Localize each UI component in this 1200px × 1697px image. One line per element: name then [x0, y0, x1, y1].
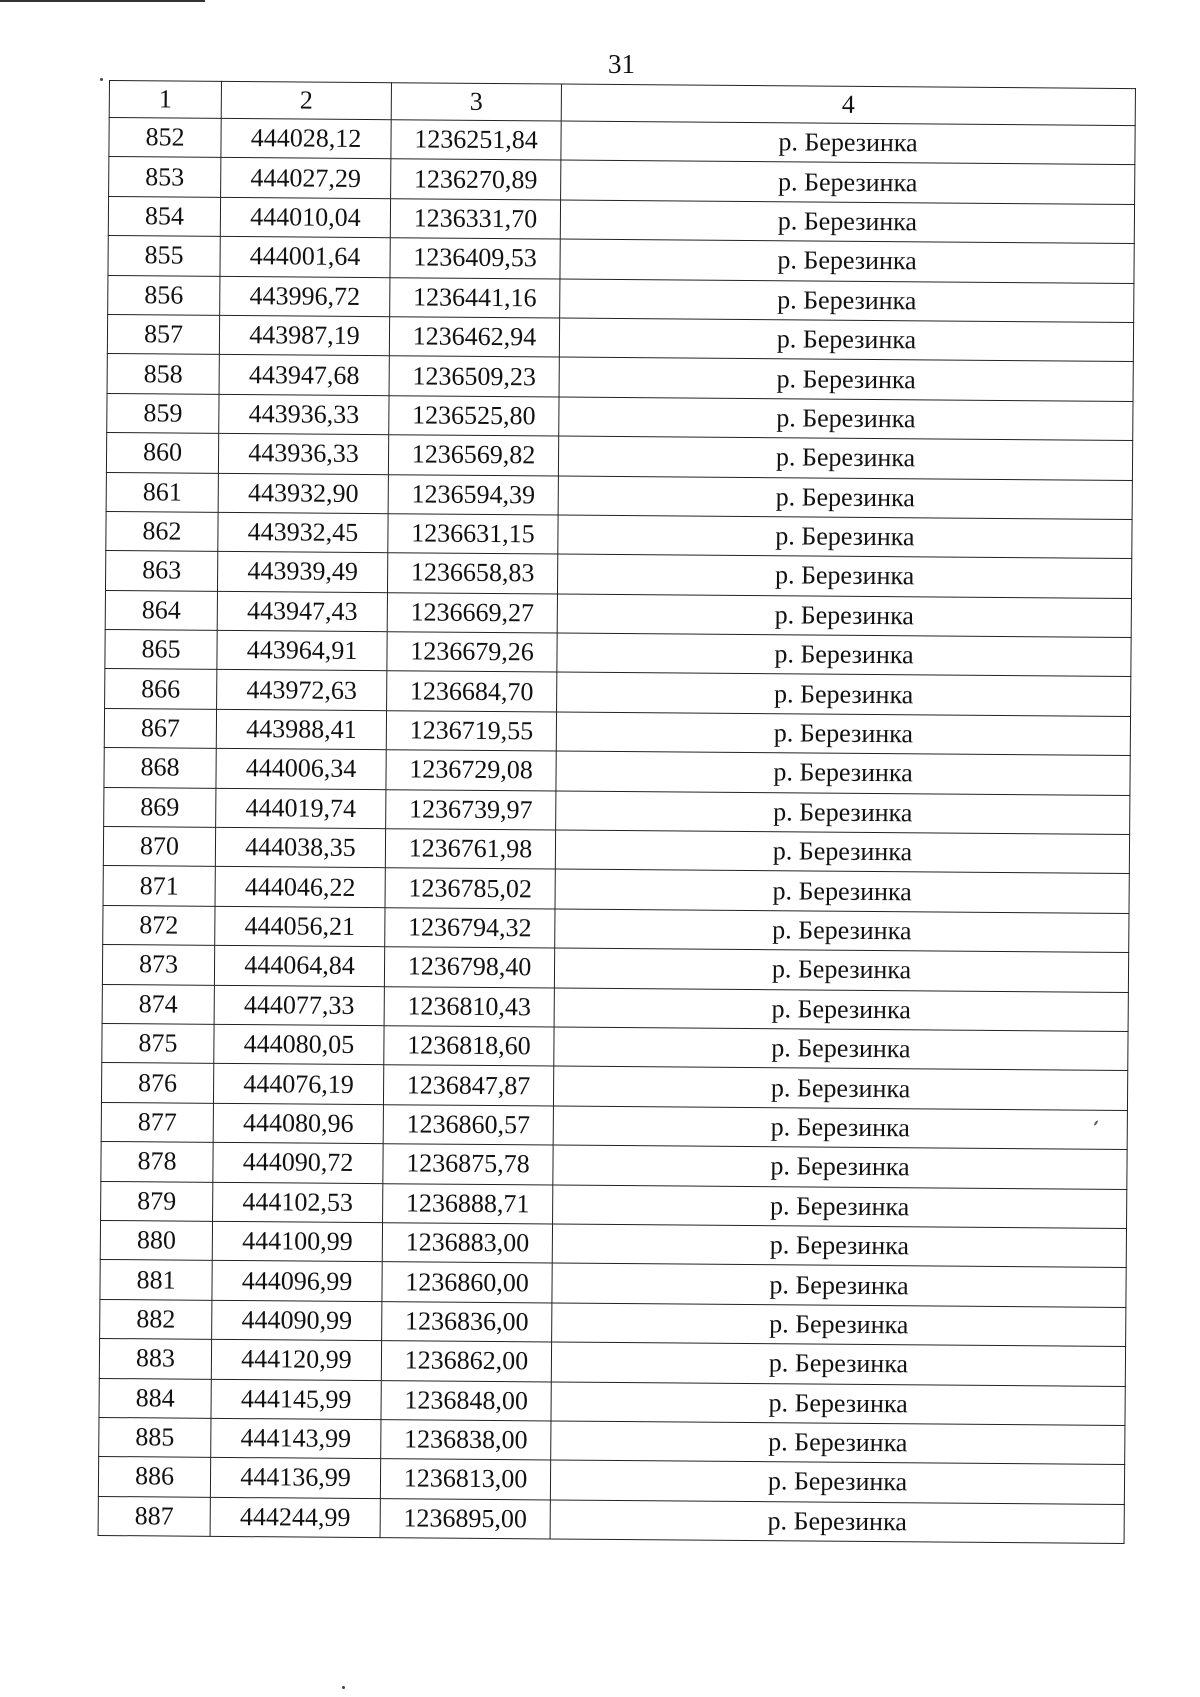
- page-number: 31: [608, 49, 635, 79]
- point-number-cell: 884: [99, 1378, 211, 1418]
- description-cell: р. Березинка: [557, 554, 1131, 598]
- y-coordinate-cell: 1236739,97: [386, 789, 556, 830]
- table-body: [98, 118, 1135, 1544]
- x-coordinate-cell: 443939,49: [217, 552, 387, 593]
- x-coordinate-cell: 443964,91: [217, 630, 387, 671]
- table-row: [98, 1496, 1124, 1543]
- description-cell: р. Березинка: [555, 909, 1129, 953]
- x-coordinate-cell: 444143,99: [211, 1418, 381, 1459]
- y-coordinate-cell: 1236836,00: [382, 1301, 552, 1342]
- point-number-cell: 868: [104, 748, 216, 788]
- point-number-cell: 867: [104, 708, 216, 748]
- x-coordinate-cell: 443936,33: [219, 394, 389, 435]
- description-cell: р. Березинка: [560, 239, 1134, 283]
- x-coordinate-cell: 443996,72: [220, 276, 390, 317]
- point-number-cell: 855: [108, 236, 220, 276]
- x-coordinate-cell: 443987,19: [219, 315, 389, 356]
- y-coordinate-cell: 1236895,00: [380, 1498, 550, 1539]
- y-coordinate-cell: 1236883,00: [382, 1223, 552, 1264]
- y-coordinate-cell: 1236719,55: [386, 711, 556, 752]
- description-cell: р. Березинка: [560, 279, 1134, 323]
- point-number-cell: 859: [107, 393, 219, 433]
- column-header-point-number: 1: [109, 81, 221, 119]
- description-cell: р. Березинка: [556, 751, 1130, 795]
- point-number-cell: 883: [99, 1339, 211, 1379]
- x-coordinate-cell: 443972,63: [217, 670, 387, 711]
- description-cell: р. Березинка: [560, 200, 1134, 244]
- point-number-cell: 861: [106, 472, 218, 512]
- y-coordinate-cell: 1236409,53: [390, 238, 560, 279]
- point-number-cell: 886: [98, 1457, 210, 1497]
- description-cell: р. Березинка: [552, 1224, 1126, 1268]
- scan-edge-line: [0, 0, 205, 2]
- coordinates-table: [98, 80, 1136, 1544]
- point-number-cell: 878: [101, 1142, 213, 1182]
- x-coordinate-cell: 444056,21: [215, 906, 385, 947]
- y-coordinate-cell: 1236798,40: [384, 947, 554, 988]
- x-coordinate-cell: 444145,99: [211, 1379, 381, 1420]
- description-cell: р. Березинка: [554, 948, 1128, 992]
- description-cell: р. Березинка: [558, 515, 1132, 559]
- point-number-cell: 854: [108, 196, 220, 236]
- point-number-cell: 879: [101, 1181, 213, 1221]
- description-cell: р. Березинка: [559, 318, 1133, 362]
- x-coordinate-cell: 444028,12: [221, 118, 391, 159]
- point-number-cell: 863: [105, 551, 217, 591]
- x-coordinate-cell: 443936,33: [218, 433, 388, 474]
- y-coordinate-cell: 1236684,70: [387, 671, 557, 712]
- x-coordinate-cell: 444027,29: [221, 158, 391, 199]
- y-coordinate-cell: 1236569,82: [388, 435, 558, 476]
- description-cell: р. Березинка: [557, 594, 1131, 638]
- point-number-cell: 857: [107, 314, 219, 354]
- y-coordinate-cell: 1236860,00: [382, 1262, 552, 1303]
- y-coordinate-cell: 1236818,60: [384, 1026, 554, 1067]
- point-number-cell: 887: [98, 1496, 210, 1536]
- x-coordinate-cell: 444136,99: [210, 1458, 380, 1499]
- y-coordinate-cell: 1236669,27: [387, 592, 557, 633]
- x-coordinate-cell: 444019,74: [216, 788, 386, 829]
- point-number-cell: 880: [100, 1220, 212, 1260]
- y-coordinate-cell: 1236838,00: [381, 1420, 551, 1461]
- point-number-cell: 852: [109, 118, 221, 158]
- y-coordinate-cell: 1236679,26: [387, 632, 557, 673]
- description-cell: р. Березинка: [557, 673, 1131, 717]
- point-number-cell: 870: [103, 827, 215, 867]
- x-coordinate-cell: 444102,53: [213, 1182, 383, 1223]
- y-coordinate-cell: 1236509,23: [389, 356, 559, 397]
- x-coordinate-cell: 444080,05: [214, 1024, 384, 1065]
- y-coordinate-cell: 1236462,94: [389, 317, 559, 358]
- y-coordinate-cell: 1236441,16: [390, 277, 560, 318]
- description-cell: р. Березинка: [553, 1185, 1127, 1229]
- x-coordinate-cell: 443988,41: [216, 709, 386, 750]
- x-coordinate-cell: 444077,33: [214, 985, 384, 1026]
- column-header-y-coordinate: 3: [391, 83, 561, 121]
- description-cell: р. Березинка: [559, 397, 1133, 441]
- y-coordinate-cell: 1236847,87: [383, 1065, 553, 1106]
- x-coordinate-cell: 444010,04: [220, 197, 390, 238]
- description-cell: р. Березинка: [555, 869, 1129, 913]
- x-coordinate-cell: 444244,99: [210, 1497, 380, 1538]
- x-coordinate-cell: 444038,35: [215, 827, 385, 868]
- y-coordinate-cell: 1236794,32: [385, 908, 555, 949]
- y-coordinate-cell: 1236761,98: [385, 829, 555, 870]
- point-number-cell: 862: [106, 511, 218, 551]
- point-number-cell: 871: [103, 866, 215, 906]
- point-number-cell: 881: [100, 1260, 212, 1300]
- description-cell: р. Березинка: [555, 830, 1129, 874]
- description-cell: р. Березинка: [551, 1421, 1125, 1465]
- description-cell: р. Березинка: [553, 1145, 1127, 1189]
- point-number-cell: 866: [105, 669, 217, 709]
- x-coordinate-cell: 444120,99: [211, 1339, 381, 1380]
- description-cell: р. Березинка: [558, 436, 1132, 480]
- y-coordinate-cell: 1236860,57: [383, 1104, 553, 1145]
- y-coordinate-cell: 1236875,78: [383, 1144, 553, 1185]
- y-coordinate-cell: 1236594,39: [388, 474, 558, 515]
- point-number-cell: 872: [103, 905, 215, 945]
- column-header-x-coordinate: 2: [221, 81, 391, 119]
- y-coordinate-cell: 1236810,43: [384, 986, 554, 1027]
- y-coordinate-cell: 1236525,80: [389, 395, 559, 436]
- point-number-cell: 874: [102, 984, 214, 1024]
- description-cell: р. Березинка: [553, 1066, 1127, 1110]
- point-number-cell: 873: [102, 945, 214, 985]
- y-coordinate-cell: 1236848,00: [381, 1380, 551, 1421]
- x-coordinate-cell: 444046,22: [215, 867, 385, 908]
- description-cell: р. Березинка: [554, 1027, 1128, 1071]
- description-cell: р. Березинка: [556, 712, 1130, 756]
- y-coordinate-cell: 1236813,00: [380, 1459, 550, 1500]
- x-coordinate-cell: 444090,72: [213, 1143, 383, 1184]
- description-cell: р. Березинка: [550, 1500, 1124, 1544]
- description-cell: р. Березинка: [554, 988, 1128, 1032]
- point-number-cell: 882: [100, 1299, 212, 1339]
- description-cell: р. Березинка: [553, 1106, 1127, 1150]
- point-number-cell: 875: [102, 1023, 214, 1063]
- point-number-cell: 869: [104, 787, 216, 827]
- description-cell: р. Березинка: [552, 1263, 1126, 1307]
- x-coordinate-cell: 444096,99: [212, 1261, 382, 1302]
- x-coordinate-cell: 444001,64: [220, 237, 390, 278]
- y-coordinate-cell: 1236862,00: [381, 1341, 551, 1382]
- column-header-description: 4: [561, 84, 1135, 126]
- x-coordinate-cell: 443932,90: [218, 473, 388, 514]
- x-coordinate-cell: 444006,34: [216, 749, 386, 790]
- scan-speck: [342, 1686, 345, 1689]
- description-cell: р. Березинка: [556, 791, 1130, 835]
- point-number-cell: 865: [105, 630, 217, 670]
- point-number-cell: 876: [101, 1063, 213, 1103]
- point-number-cell: 858: [107, 354, 219, 394]
- point-number-cell: 856: [108, 275, 220, 315]
- x-coordinate-cell: 443947,43: [217, 591, 387, 632]
- description-cell: р. Березинка: [559, 357, 1133, 401]
- description-cell: р. Березинка: [561, 160, 1135, 204]
- x-coordinate-cell: 444080,96: [213, 1103, 383, 1144]
- x-coordinate-cell: 444064,84: [214, 946, 384, 987]
- description-cell: р. Березинка: [558, 476, 1132, 520]
- y-coordinate-cell: 1236331,70: [390, 198, 560, 239]
- description-cell: р. Березинка: [561, 121, 1135, 165]
- y-coordinate-cell: 1236658,83: [387, 553, 557, 594]
- point-number-cell: 864: [105, 590, 217, 630]
- x-coordinate-cell: 443947,68: [219, 355, 389, 396]
- x-coordinate-cell: 444100,99: [212, 1221, 382, 1262]
- description-cell: р. Березинка: [551, 1342, 1125, 1386]
- y-coordinate-cell: 1236251,84: [391, 120, 561, 161]
- point-number-cell: 860: [106, 433, 218, 473]
- y-coordinate-cell: 1236888,71: [383, 1183, 553, 1224]
- y-coordinate-cell: 1236785,02: [385, 868, 555, 909]
- y-coordinate-cell: 1236729,08: [386, 750, 556, 791]
- description-cell: р. Березинка: [550, 1460, 1124, 1504]
- x-coordinate-cell: 444076,19: [213, 1064, 383, 1105]
- description-cell: р. Березинка: [551, 1382, 1125, 1426]
- x-coordinate-cell: 444090,99: [212, 1300, 382, 1341]
- point-number-cell: 885: [99, 1417, 211, 1457]
- point-number-cell: 853: [109, 157, 221, 197]
- x-coordinate-cell: 443932,45: [218, 512, 388, 553]
- description-cell: р. Березинка: [552, 1303, 1126, 1347]
- point-number-cell: 877: [101, 1102, 213, 1142]
- y-coordinate-cell: 1236631,15: [388, 514, 558, 555]
- y-coordinate-cell: 1236270,89: [391, 159, 561, 200]
- description-cell: р. Березинка: [557, 633, 1131, 677]
